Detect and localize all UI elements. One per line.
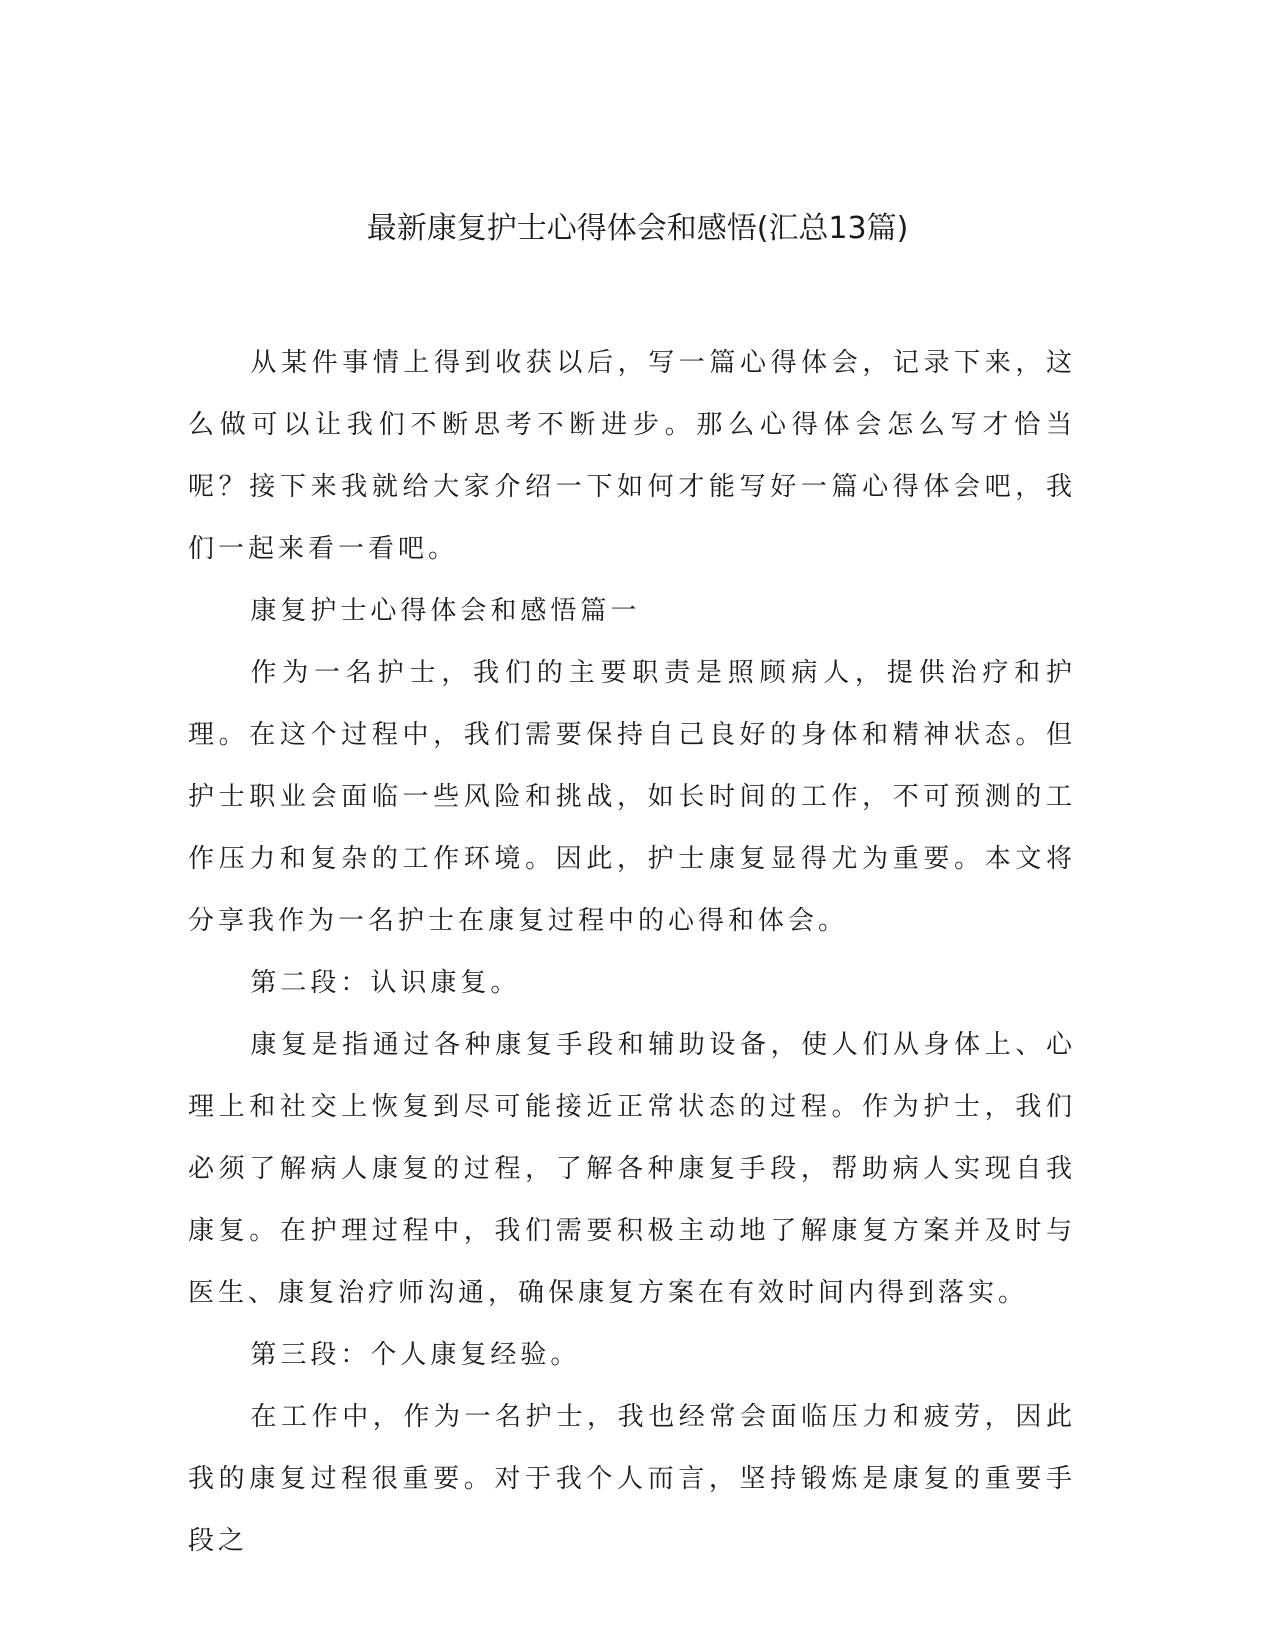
section-heading-second: 第二段：认识康复。 bbox=[250, 968, 521, 998]
body-paragraph: 在工作中，作为一名护士，我也经常会面临压力和疲劳，因此我的康复过程很重要。对于我个人而言，坚持锻炼是康复的重要手段之 bbox=[188, 1402, 1076, 1556]
document-body bbox=[188, 332, 1076, 1572]
body-paragraph: 作为一名护士，我们的主要职责是照顾病人，提供治疗和护理。在这个过程中，我们需要保持自己良好的身体和精神状态。但护士职业会面临一些风险和挑战，如长时间的工作，不可预测的工作压力和复杂的工作环境。因此，护士康复显得尤为重要。本文将分享我作为一名护士在康复过程中的心得和体会。 bbox=[188, 658, 1076, 936]
document-title: 最新康复护士心得体会和感悟(汇总13篇) bbox=[366, 211, 909, 246]
section-heading-part-one: 康复护士心得体会和感悟篇一 bbox=[250, 596, 641, 626]
section-heading-third: 第三段：个人康复经验。 bbox=[250, 1340, 581, 1370]
body-paragraph: 康复是指通过各种康复手段和辅助设备，使人们从身体上、心理上和社交上恢复到尽可能接近正常状态的过程。作为护士，我们必须了解病人康复的过程，了解各种康复手段，帮助病人实现自我康复。在护理过程中，我们需要积极主动地了解康复方案并及时与医生、康复治疗师沟通，确保康复方案在有效时间内得到落实。 bbox=[188, 1030, 1076, 1308]
intro-paragraph: 从某件事情上得到收获以后，写一篇心得体会，记录下来，这么做可以让我们不断思考不断进步。那么心得体会怎么写才恰当呢？接下来我就给大家介绍一下如何才能写好一篇心得体会吧，我们一起来看一看吧。 bbox=[188, 348, 1076, 564]
